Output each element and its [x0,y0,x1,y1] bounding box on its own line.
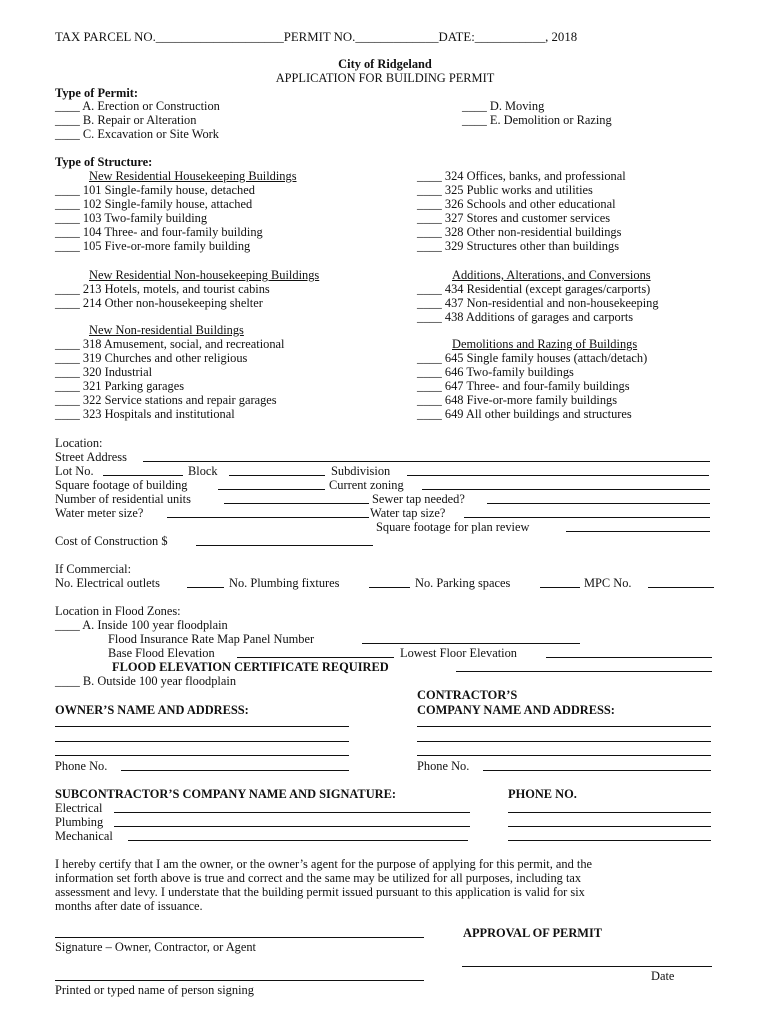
sub-electrical-phone-field[interactable] [508,812,711,813]
contractor-phone-label: Phone No. [417,759,470,773]
contractor-address-line-1[interactable] [417,726,711,727]
structure-649[interactable]: ____ 649 All other buildings and structures [417,407,632,421]
structure-320[interactable]: ____ 320 Industrial [55,365,153,379]
printed-name-field[interactable] [55,980,424,981]
permit-option-a[interactable]: ____ A. Erection or Construction [55,99,220,113]
parking-spaces-label: No. Parking spaces [415,576,511,590]
approval-heading: APPROVAL OF PERMIT [463,926,603,940]
structure-322[interactable]: ____ 322 Service stations and repair garages [55,393,277,407]
structure-328[interactable]: ____ 328 Other non-residential buildings [417,225,622,239]
approval-date-field[interactable] [462,966,712,967]
subcontractor-heading: SUBCONTRACTOR’S COMPANY NAME AND SIGNATURE: [55,787,396,801]
res-nonhousekeeping-title: New Residential Non-housekeeping Buildings [89,268,320,282]
sub-electrical-label: Electrical [55,801,103,815]
structure-327[interactable]: ____ 327 Stores and customer services [417,211,611,225]
lowest-floor-field[interactable] [546,657,712,658]
lot-field[interactable] [103,475,183,476]
structure-103[interactable]: ____ 103 Two-family building [55,211,208,225]
certification-line-3: assessment and levy. I understate that the building permit issued pursuant to this application is valid for six [55,885,585,899]
flood-option-a[interactable]: ____ A. Inside 100 year floodplain [55,618,228,632]
sub-mechanical-field[interactable] [128,840,468,841]
sub-plumbing-label: Plumbing [55,815,104,829]
contractor-phone-field[interactable] [483,770,711,771]
flood-option-b[interactable]: ____ B. Outside 100 year floodplain [55,674,237,688]
owner-address-line-2[interactable] [55,741,349,742]
permit-option-c[interactable]: ____ C. Excavation or Site Work [55,127,219,141]
flood-heading: Location in Flood Zones: [55,604,181,618]
structure-329[interactable]: ____ 329 Structures other than buildings [417,239,620,253]
structure-434[interactable]: ____ 434 Residential (except garages/carports) [417,282,651,296]
structure-321[interactable]: ____ 321 Parking garages [55,379,185,393]
signature-label: Signature – Owner, Contractor, or Agent [55,940,256,954]
owner-address-line-3[interactable] [55,755,349,756]
base-elevation-field[interactable] [237,657,394,658]
sub-plumbing-field[interactable] [114,826,470,827]
sewer-label: Sewer tap needed? [372,492,465,506]
water-tap-field[interactable] [464,517,710,518]
structure-type-heading: Type of Structure: [55,155,153,169]
owner-phone-label: Phone No. [55,759,108,773]
sub-plumbing-phone-field[interactable] [508,826,711,827]
page-title: APPLICATION FOR BUILDING PERMIT [275,71,495,85]
units-label: Number of residential units [55,492,191,506]
demolitions-title: Demolitions and Razing of Buildings [452,337,638,351]
contractor-address-line-2[interactable] [417,741,711,742]
structure-438[interactable]: ____ 438 Additions of garages and carports [417,310,634,324]
cost-field[interactable] [196,545,373,546]
sewer-field[interactable] [487,503,710,504]
approval-date-label: Date [651,969,675,983]
cost-label: Cost of Construction $ [55,534,168,548]
structure-648[interactable]: ____ 648 Five-or-more family buildings [417,393,618,407]
water-tap-label: Water tap size? [370,506,446,520]
sub-mechanical-label: Mechanical [55,829,113,843]
permit-option-d[interactable]: ____ D. Moving [462,99,545,113]
signature-field[interactable] [55,937,424,938]
certification-line-2: information set forth above is true and correct and the same may be utilized for all purposes, including tax [55,871,582,885]
firm-panel-field[interactable] [362,643,580,644]
structure-213[interactable]: ____ 213 Hotels, motels, and tourist cabins [55,282,270,296]
flood-certificate-label: FLOOD ELEVATION CERTIFICATE REQUIRED [112,660,389,674]
street-address-field[interactable] [143,461,710,462]
meter-label: Water meter size? [55,506,144,520]
owner-address-line-1[interactable] [55,726,349,727]
lowest-floor-label: Lowest Floor Elevation [400,646,518,660]
structure-101[interactable]: ____ 101 Single-family house, detached [55,183,255,197]
firm-panel-label: Flood Insurance Rate Map Panel Number [108,632,315,646]
structure-645[interactable]: ____ 645 Single family houses (attach/detach) [417,351,648,365]
nonresidential-title: New Non-residential Buildings [89,323,244,337]
electrical-outlets-label: No. Electrical outlets [55,576,160,590]
structure-318[interactable]: ____ 318 Amusement, social, and recreational [55,337,285,351]
certification-line-4: months after date of issuance. [55,899,203,913]
electrical-outlets-field[interactable] [187,587,224,588]
zoning-field[interactable] [422,489,710,490]
permit-option-b[interactable]: ____ B. Repair or Alteration [55,113,197,127]
zoning-label: Current zoning [329,478,404,492]
structure-323[interactable]: ____ 323 Hospitals and institutional [55,407,235,421]
owner-phone-field[interactable] [121,770,349,771]
printed-name-label: Printed or typed name of person signing [55,983,254,997]
units-field[interactable] [224,503,369,504]
lot-label: Lot No. [55,464,94,478]
contractor-heading-2: COMPANY NAME AND ADDRESS: [417,703,615,717]
certification-line-1: I hereby certify that I am the owner, or the owner’s agent for the purpose of applying for this permit, and the [55,857,593,871]
parking-spaces-field[interactable] [540,587,580,588]
subdivision-field[interactable] [407,475,709,476]
structure-647[interactable]: ____ 647 Three- and four-family buildings [417,379,630,393]
structure-437[interactable]: ____ 437 Non-residential and non-housekeeping [417,296,659,310]
structure-104[interactable]: ____ 104 Three- and four-family building [55,225,263,239]
sqft-label: Square footage of building [55,478,188,492]
contractor-address-line-3[interactable] [417,755,711,756]
res-housekeeping-title: New Residential Housekeeping Buildings [89,169,297,183]
street-address-label: Street Address [55,450,127,464]
header-fields-line: TAX PARCEL NO.____________________PERMIT NO._____________DATE:___________, 2018 [55,30,578,44]
subdivision-label: Subdivision [331,464,391,478]
location-heading: Location: [55,436,103,450]
structure-102[interactable]: ____ 102 Single-family house, attached [55,197,253,211]
plumbing-fixtures-label: No. Plumbing fixtures [229,576,340,590]
mpc-field[interactable] [648,587,714,588]
city-name: City of Ridgeland [338,57,432,71]
plan-review-label: Square footage for plan review [376,520,530,534]
sub-mechanical-phone-field[interactable] [508,840,711,841]
structure-326[interactable]: ____ 326 Schools and other educational [417,197,616,211]
sub-electrical-field[interactable] [114,812,470,813]
structure-325[interactable]: ____ 325 Public works and utilities [417,183,593,197]
block-label: Block [188,464,218,478]
plumbing-fixtures-field[interactable] [369,587,410,588]
owner-heading: OWNER’S NAME AND ADDRESS: [55,703,249,717]
subcontractor-phone-heading: PHONE NO. [508,787,577,801]
structure-324[interactable]: ____ 324 Offices, banks, and professional [417,169,626,183]
flood-certificate-field[interactable] [456,671,712,672]
commercial-heading: If Commercial: [55,562,132,576]
plan-review-field[interactable] [566,531,710,532]
additions-title: Additions, Alterations, and Conversions [452,268,651,282]
sqft-field[interactable] [218,489,325,490]
structure-214[interactable]: ____ 214 Other non-housekeeping shelter [55,296,263,310]
structure-319[interactable]: ____ 319 Churches and other religious [55,351,248,365]
meter-field[interactable] [167,517,369,518]
contractor-heading-1: CONTRACTOR’S [417,688,518,702]
mpc-label: MPC No. [584,576,632,590]
structure-646[interactable]: ____ 646 Two-family buildings [417,365,574,379]
structure-105[interactable]: ____ 105 Five-or-more family building [55,239,251,253]
permit-option-e[interactable]: ____ E. Demolition or Razing [462,113,612,127]
base-elevation-label: Base Flood Elevation [108,646,215,660]
permit-type-heading: Type of Permit: [55,86,139,100]
block-field[interactable] [229,475,325,476]
